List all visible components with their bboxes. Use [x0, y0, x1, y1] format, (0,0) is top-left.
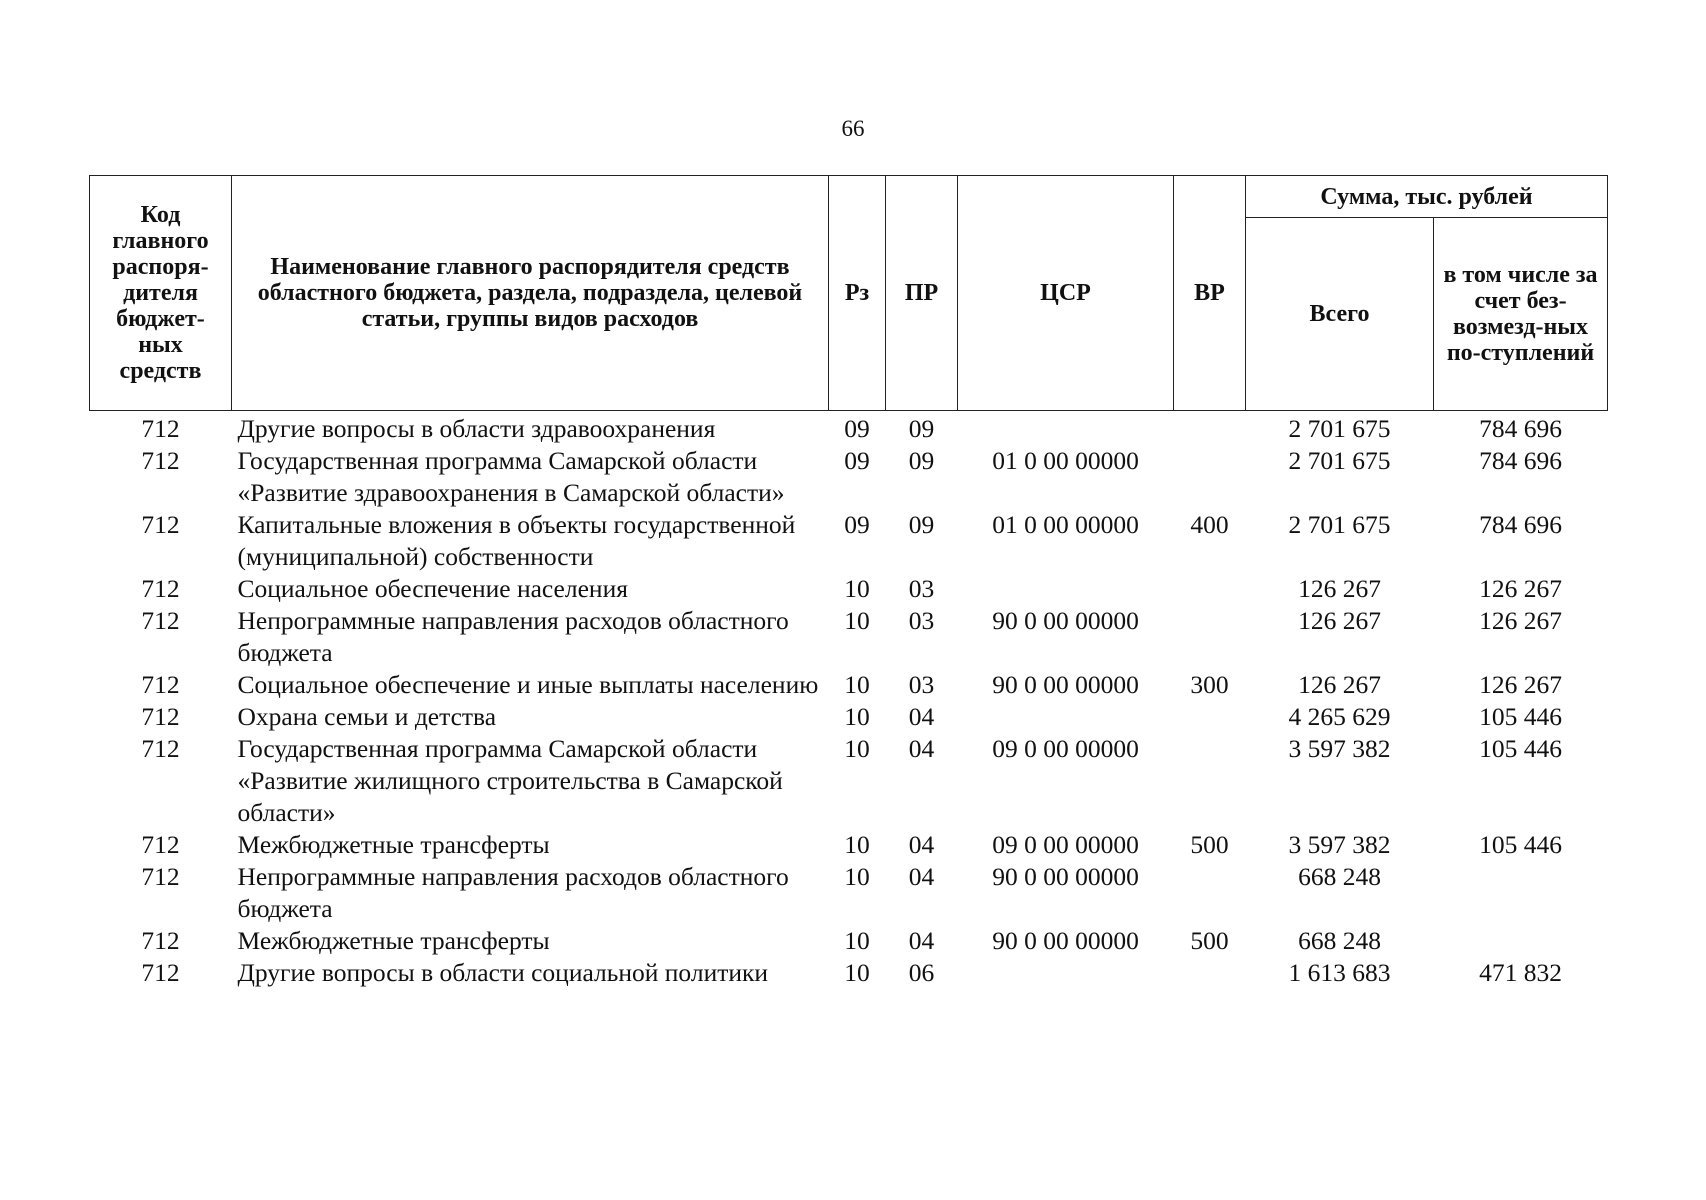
cell-pr: 09: [908, 510, 935, 539]
cell-name: Социальное обеспечение населения: [237, 574, 628, 603]
cell-free: 105 446: [1479, 702, 1562, 731]
header-name: Наименование главного распорядителя средств областного бюджета, раздела, подраздела, целевой статьи, группы видов расходов: [232, 176, 829, 411]
cell-free: 784 696: [1479, 446, 1562, 475]
table-row: [90, 605, 1608, 669]
cell-pr: 04: [908, 734, 935, 763]
cell-name: Социальное обеспечение и иные выплаты населению: [237, 670, 819, 699]
cell-code: 712: [141, 670, 180, 699]
cell-total: 126 267: [1298, 574, 1381, 603]
cell-total: 4 265 629: [1288, 702, 1391, 731]
cell-csr: 09 0 00 00000: [992, 734, 1139, 763]
table-row: [90, 669, 1608, 701]
page-number: 66: [841, 116, 865, 141]
cell-vr: [1174, 411, 1246, 446]
cell-code: 712: [141, 734, 180, 763]
cell-name: Межбюджетные трансферты: [237, 926, 550, 955]
cell-free: 471 832: [1479, 958, 1562, 987]
table-row: [90, 701, 1608, 733]
budget-table: [89, 175, 1608, 989]
cell-pr: 09: [908, 446, 935, 475]
cell-vr: [1174, 445, 1246, 509]
cell-csr: 09 0 00 00000: [992, 830, 1139, 859]
cell-rz: 09: [844, 510, 870, 539]
cell-pr: 06: [908, 958, 935, 987]
cell-csr: 01 0 00 00000: [992, 446, 1139, 475]
cell-pr: 09: [908, 414, 935, 443]
header-sum-group: Сумма, тыс. рублей: [1246, 176, 1608, 218]
cell-total: 3 597 382: [1288, 830, 1391, 859]
cell-code: 712: [141, 958, 180, 987]
cell-csr: 90 0 00 00000: [992, 606, 1139, 635]
table-header: [90, 176, 1608, 411]
cell-free: 126 267: [1479, 574, 1562, 603]
header-code: Код главного распоря-дителя бюджет-ных средств: [90, 176, 232, 411]
header-total: Всего: [1246, 218, 1434, 411]
cell-total: 126 267: [1298, 670, 1381, 699]
cell-rz: 10: [844, 926, 870, 955]
cell-total: 2 701 675: [1288, 446, 1391, 475]
cell-name: Охрана семьи и детства: [237, 702, 497, 731]
cell-code: 712: [141, 574, 180, 603]
cell-rz: 10: [844, 702, 870, 731]
cell-code: 712: [141, 446, 180, 475]
cell-vr: [1174, 861, 1246, 925]
cell-total: 668 248: [1298, 926, 1381, 955]
cell-pr: 04: [908, 830, 935, 859]
table-row: [90, 733, 1608, 829]
cell-rz: 09: [844, 414, 870, 443]
header-csr: ЦСР: [958, 176, 1174, 411]
table-row: [90, 509, 1608, 573]
cell-code: 712: [141, 510, 180, 539]
header-vr: ВР: [1174, 176, 1246, 411]
cell-code: 712: [141, 926, 180, 955]
cell-code: 712: [141, 606, 180, 635]
table-row: [90, 957, 1608, 989]
table-row: [90, 829, 1608, 861]
header-rz: Рз: [829, 176, 886, 411]
cell-rz: 10: [844, 606, 870, 635]
cell-csr: [958, 701, 1174, 733]
cell-csr: 90 0 00 00000: [992, 926, 1139, 955]
cell-vr: 500: [1190, 830, 1229, 859]
cell-vr: 400: [1190, 510, 1229, 539]
cell-vr: [1174, 701, 1246, 733]
header-pr: ПР: [886, 176, 958, 411]
cell-name: Государственная программа Самарской области «Развитие здравоохранения в Самарской области»: [237, 446, 785, 507]
cell-rz: 10: [844, 862, 870, 891]
cell-free: 105 446: [1479, 830, 1562, 859]
cell-total: 126 267: [1298, 606, 1381, 635]
cell-name: Другие вопросы в области социальной политики: [237, 958, 769, 987]
cell-name: Другие вопросы в области здравоохранения: [237, 414, 716, 443]
cell-rz: 10: [844, 574, 870, 603]
cell-free: 105 446: [1479, 734, 1562, 763]
cell-rz: 10: [844, 958, 870, 987]
cell-rz: 10: [844, 734, 870, 763]
cell-csr: [958, 957, 1174, 989]
cell-code: 712: [141, 862, 180, 891]
cell-csr: [958, 411, 1174, 446]
cell-pr: 04: [908, 862, 935, 891]
table-body: [90, 411, 1608, 990]
table-row: [90, 573, 1608, 605]
cell-pr: 03: [908, 574, 935, 603]
cell-free: 126 267: [1479, 606, 1562, 635]
cell-free: [1434, 861, 1608, 925]
cell-name: Капитальные вложения в объекты государственной (муниципальной) собственности: [237, 510, 796, 571]
cell-name: Непрограммные направления расходов областного бюджета: [237, 862, 789, 923]
cell-pr: 03: [908, 670, 935, 699]
cell-total: 3 597 382: [1288, 734, 1391, 763]
cell-name: Непрограммные направления расходов областного бюджета: [237, 606, 789, 667]
cell-csr: 90 0 00 00000: [992, 862, 1139, 891]
cell-code: 712: [141, 414, 180, 443]
cell-pr: 04: [908, 702, 935, 731]
cell-name: Межбюджетные трансферты: [237, 830, 550, 859]
cell-vr: [1174, 573, 1246, 605]
cell-vr: 500: [1190, 926, 1229, 955]
cell-rz: 10: [844, 830, 870, 859]
cell-code: 712: [141, 702, 180, 731]
cell-vr: [1174, 605, 1246, 669]
cell-vr: 300: [1190, 670, 1229, 699]
header-free: в том числе за счет без-возмезд-ных по-ступлений: [1434, 218, 1608, 411]
cell-rz: 09: [844, 446, 870, 475]
cell-csr: [958, 573, 1174, 605]
table-row: [90, 411, 1608, 446]
cell-rz: 10: [844, 670, 870, 699]
table-row: [90, 861, 1608, 925]
cell-vr: [1174, 957, 1246, 989]
cell-total: 2 701 675: [1288, 414, 1391, 443]
table-row: [90, 925, 1608, 957]
cell-total: 1 613 683: [1288, 958, 1391, 987]
cell-pr: 04: [908, 926, 935, 955]
cell-code: 712: [141, 830, 180, 859]
cell-free: [1434, 925, 1608, 957]
cell-total: 668 248: [1298, 862, 1381, 891]
cell-vr: [1174, 733, 1246, 829]
cell-csr: 01 0 00 00000: [992, 510, 1139, 539]
cell-free: 784 696: [1479, 414, 1562, 443]
cell-name: Государственная программа Самарской области «Развитие жилищного строительства в Самарской области»: [237, 734, 783, 827]
cell-pr: 03: [908, 606, 935, 635]
cell-csr: 90 0 00 00000: [992, 670, 1139, 699]
cell-free: 784 696: [1479, 510, 1562, 539]
cell-total: 2 701 675: [1288, 510, 1391, 539]
cell-free: 126 267: [1479, 670, 1562, 699]
table-row: [90, 445, 1608, 509]
